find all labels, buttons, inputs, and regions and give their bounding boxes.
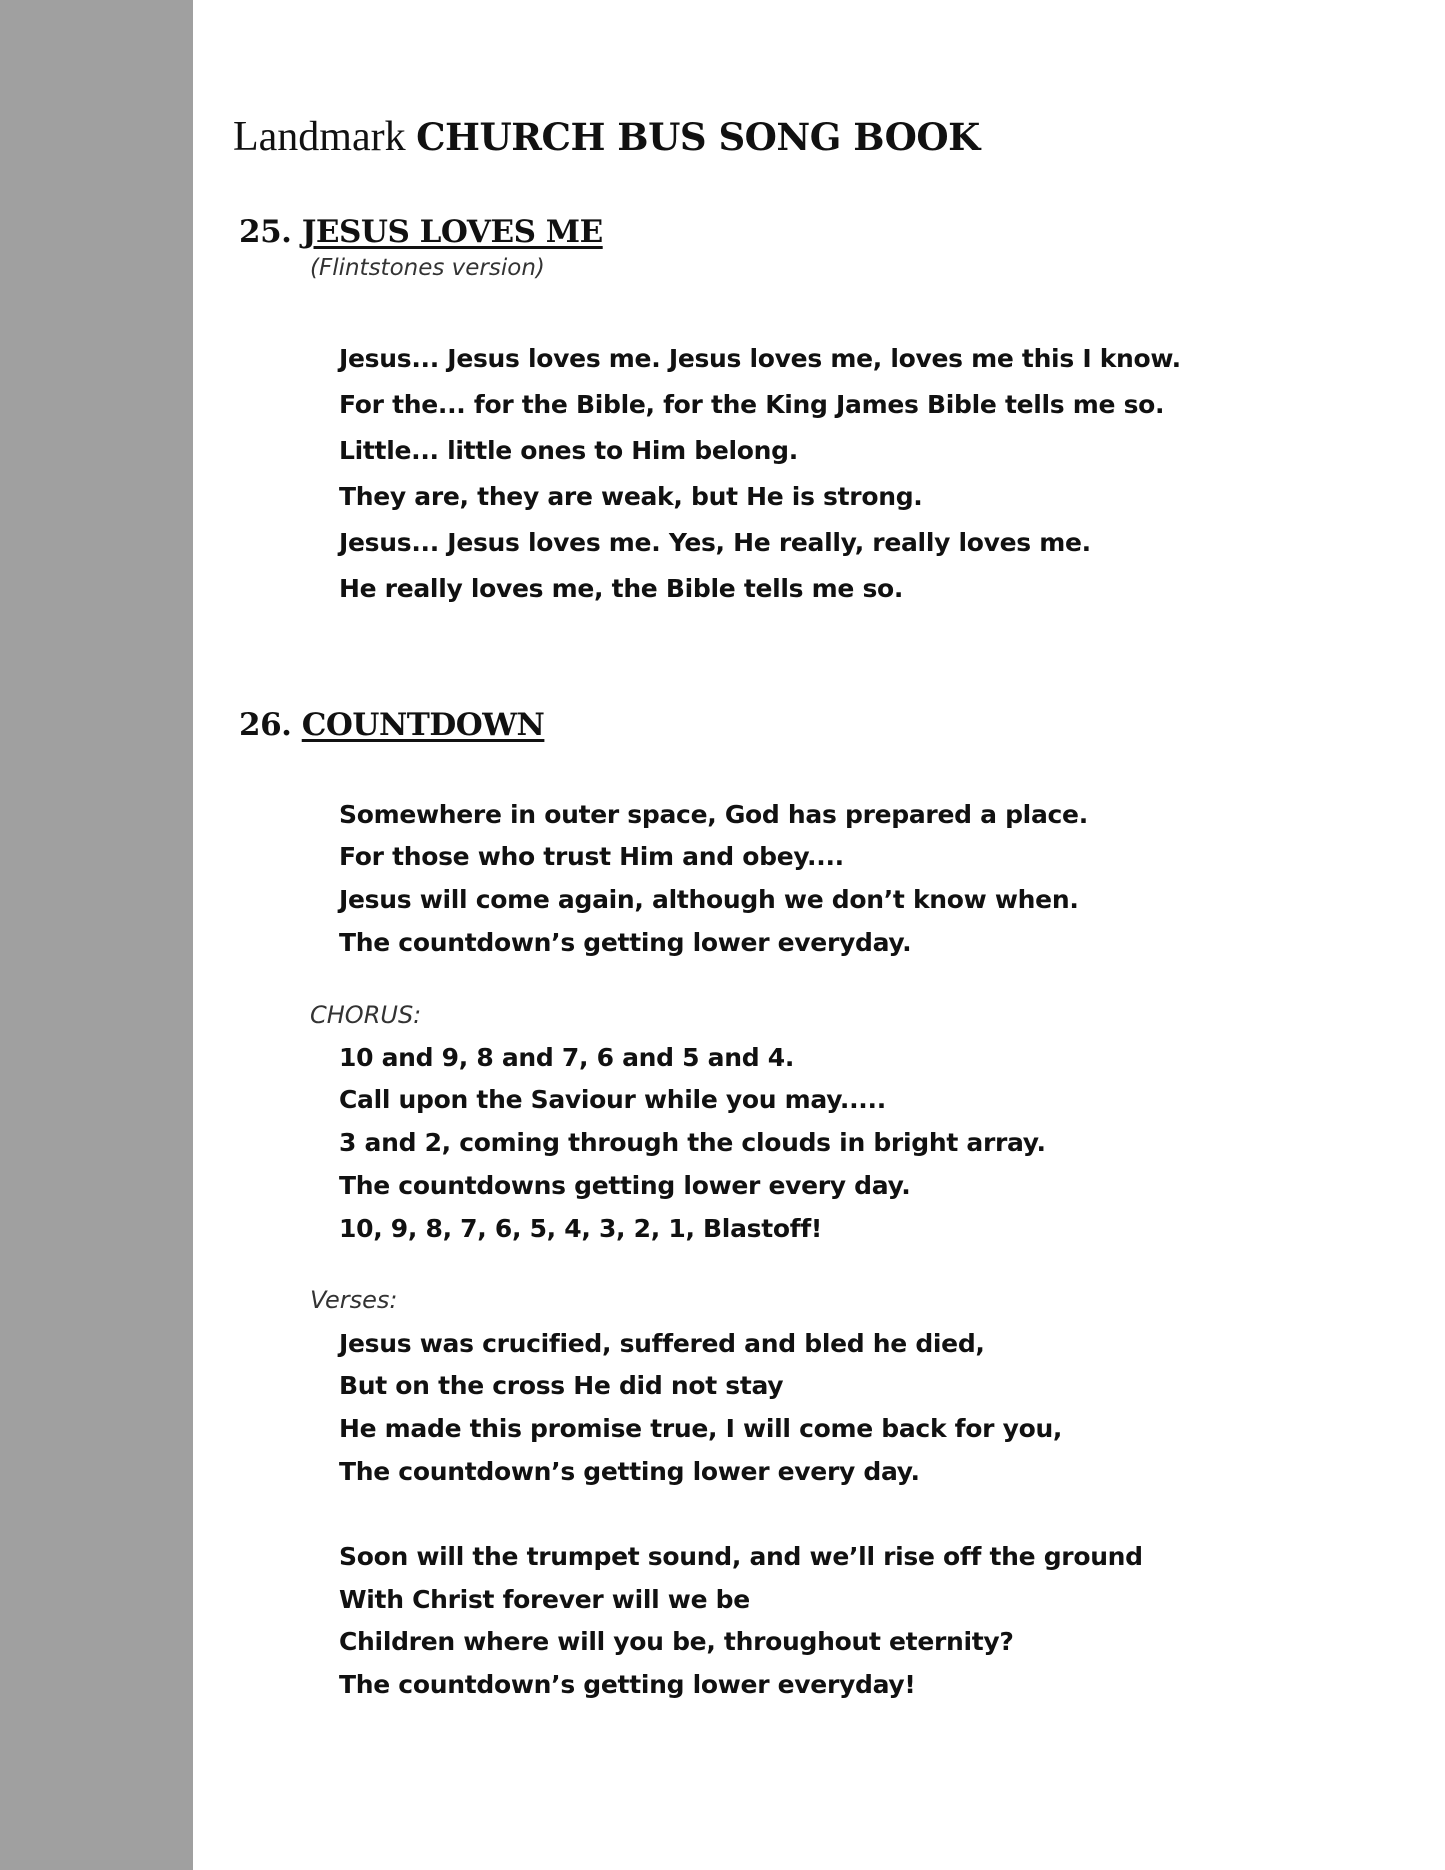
song-number: 25. — [239, 214, 292, 250]
chorus-line: 3 and 2, coming through the clouds in bright array. — [339, 1128, 1046, 1157]
verse-line: The countdown’s getting lower every day. — [339, 1457, 920, 1486]
verse-line: The countdown’s getting lower everyday! — [339, 1670, 916, 1699]
lyric-line: For the... for the Bible, for the King James Bible tells me so. — [339, 390, 1165, 419]
verse-line: He made this promise true, I will come back for you, — [339, 1414, 1063, 1443]
chorus-line: Call upon the Saviour while you may..... — [339, 1085, 886, 1114]
chorus-line: The countdowns getting lower every day. — [339, 1171, 911, 1200]
verse-line: Jesus was crucified, suffered and bled he died, — [339, 1329, 985, 1358]
page-title — [233, 112, 980, 162]
song-title: COUNTDOWN — [301, 707, 545, 743]
song-heading — [239, 213, 603, 251]
verse-line: But on the cross He did not stay — [339, 1371, 784, 1400]
song-title: JESUS LOVES ME — [301, 214, 603, 250]
lyric-line: Little... little ones to Him belong. — [339, 436, 798, 465]
song-subtitle: (Flintstones version) — [310, 255, 545, 281]
lyric-line: They are, they are weak, but He is strong. — [339, 482, 923, 511]
lyric-line: For those who trust Him and obey.... — [339, 842, 844, 871]
title-landmark: Landmark — [233, 114, 406, 160]
lyric-line: Jesus... Jesus loves me. Jesus loves me, loves me this I know. — [339, 344, 1181, 373]
page-margin-bar — [0, 0, 193, 1870]
chorus-label: CHORUS: — [310, 1001, 422, 1029]
lyric-line: Jesus... Jesus loves me. Yes, He really, really loves me. — [339, 528, 1091, 557]
lyric-line: Somewhere in outer space, God has prepared a place. — [339, 800, 1088, 829]
lyric-line: Jesus will come again, although we don’t know when. — [339, 885, 1079, 914]
song-number: 26. — [239, 707, 292, 743]
lyric-line: He really loves me, the Bible tells me so. — [339, 574, 904, 603]
chorus-line: 10 and 9, 8 and 7, 6 and 5 and 4. — [339, 1043, 795, 1072]
verse-line: Children where will you be, throughout eternity? — [339, 1627, 1014, 1656]
title-songbook: CHURCH BUS SONG BOOK — [416, 115, 980, 159]
song-heading — [239, 706, 544, 744]
chorus-line: 10, 9, 8, 7, 6, 5, 4, 3, 2, 1, Blastoff! — [339, 1214, 823, 1243]
verse-line: Soon will the trumpet sound, and we’ll rise off the ground — [339, 1542, 1143, 1571]
verse-line: With Christ forever will we be — [339, 1585, 750, 1614]
lyric-line: The countdown’s getting lower everyday. — [339, 928, 912, 957]
verses-label: Verses: — [310, 1286, 398, 1314]
